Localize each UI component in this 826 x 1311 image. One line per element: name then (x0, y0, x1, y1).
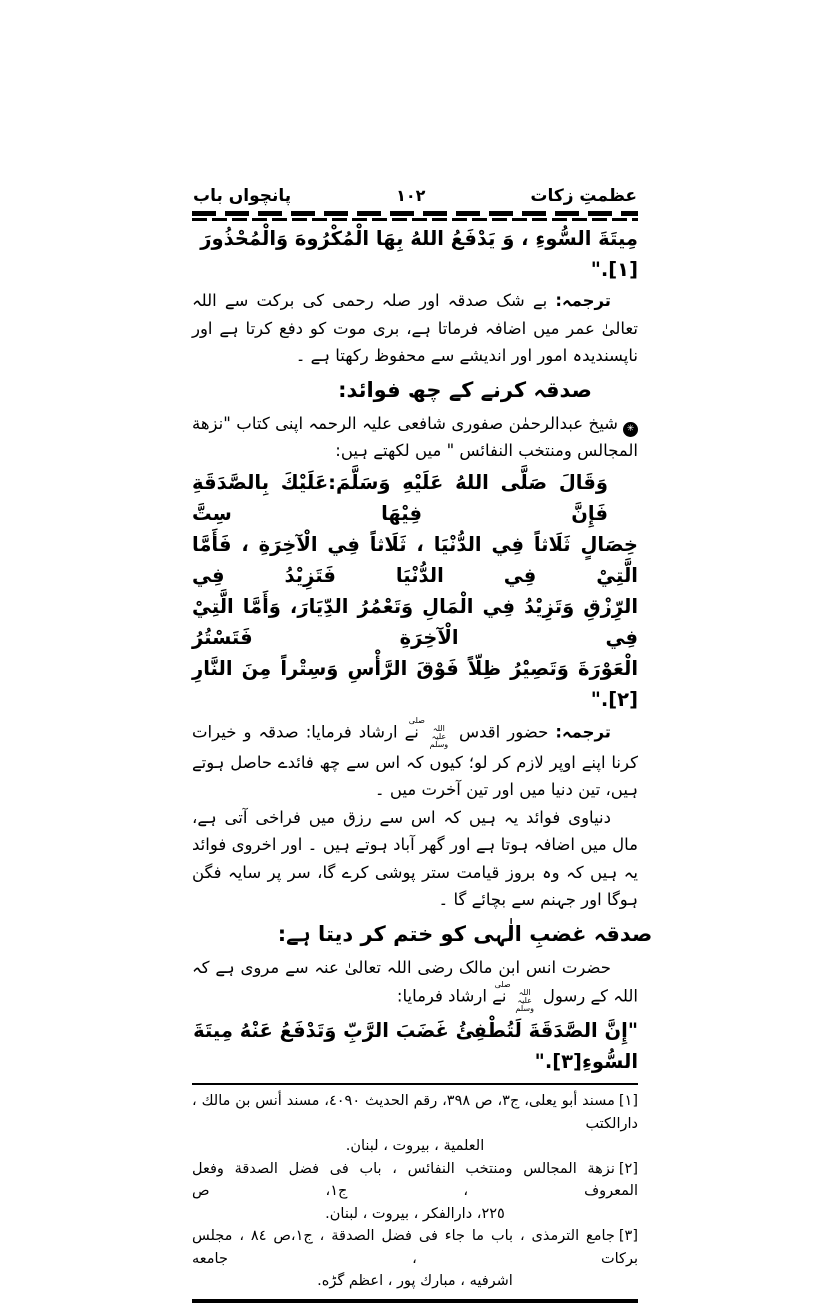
translation-paragraph-1 (192, 287, 638, 370)
arabic-quote-2 (192, 467, 638, 715)
header-divider (192, 211, 638, 221)
footnote-3-marker: [٣] (618, 1228, 639, 1244)
arabic-quote-3 (192, 1015, 638, 1077)
footnote-ref-2: ".[۲] (590, 687, 638, 711)
sheikh-paragraph (192, 410, 638, 465)
footnote-1 (192, 1090, 638, 1158)
arabic-quote-2-line-4-text: الْعَوْرَةَ وَتَصِيْرُ ظِلّاً فَوْقَ الرَّأْسِ وَسِتْراً مِنَ النَّارِ (192, 656, 638, 680)
footnote-3 (192, 1225, 638, 1293)
footnote-2-line-2: ٢٢٥، دارالفكر ، بيروت ، لبنان. (325, 1205, 505, 1222)
translation-paragraph-2 (192, 717, 638, 804)
rub-el-hizb-ornament-icon: ✳ (623, 422, 638, 437)
narration-paragraph (192, 954, 638, 1014)
tarjuma-label-2: ترجمہ: (555, 722, 611, 741)
arabic-quote-2-line-1: وَقَالَ صَلَّى اللهُ عَلَيْهِ وَسَلَّمَ:عَلَيْكَ بِالصَّدَقَةِ فَإِنَّ فِيْهَا سِتَّ (192, 470, 608, 525)
salutation-honorific-2: صلی اللہ علیہ وسلم (494, 980, 534, 1013)
book-page (192, 184, 653, 1311)
header-divider-thin-dashes (192, 218, 638, 221)
section-heading-divine-wrath: صدقہ غضبِ الٰہی کو ختم کر دیتا ہے: (277, 921, 653, 946)
translation-paragraph-2-post: نے ارشاد فرمایا: صدقہ و خیرات کرنا اپنے اوپر لازم کر لو؛ کیوں کہ اس سے چھ فائدے حاصل ہوتے ہیں، تین دنیا میں اور تین آخرت میں ۔ (192, 722, 638, 799)
page-number: ۱۰۲ (396, 186, 426, 205)
footnote-3-line-1 (192, 1225, 638, 1270)
tarjuma-label: ترجمہ: (555, 291, 611, 310)
arabic-quote-1 (192, 223, 638, 285)
chapter-title: پانچواں باب (193, 186, 292, 206)
arabic-quote-2-line-2: خِصَالٍ ثَلَاثاً فِي الدُّنْيَا ، ثَلَاثاً فِي الْآخِرَةِ ، فَأَمَّا الَّتِيْ فِي الدُّنْيَا فَتَزِيْدُ فِي (192, 532, 638, 587)
footnote-2 (192, 1158, 638, 1226)
footnote-3-text: جامع الترمذى ، باب ما جاء فى فضل الصدقة ، ج١،ص ٨٤ ، مجلس بركات ، جامعه (192, 1228, 638, 1267)
footnote-ref-1: ".[۱] (590, 258, 638, 281)
footnote-1-marker: [١] (618, 1093, 638, 1109)
footnote-ref-3: ".[۳] (534, 1050, 582, 1073)
salutation-honorific: صلی اللہ علیہ وسلم (408, 715, 449, 749)
benefits-paragraph: دنیاوی فوائد یہ ہیں کہ اس سے رزق میں فراخی آتی ہے، مال میں اضافہ ہوتا ہے اور گھر آباد ہوتے ہیں ۔ اور اخروی فوائد یہ ہیں کہ وہ بروز قیامت ستر پوشی کرے گا، سر پر سایہ فگن ہوگا اور جہنم سے بچائے گا ۔ (192, 807, 638, 909)
footnote-block (192, 1090, 638, 1293)
section-heading-six-benefits: صدقہ کرنے کے چھ فوائد: (338, 377, 592, 402)
footnote-3-line-2: اشرفيه ، مبارك پور ، اعظم گڑه. (317, 1273, 513, 1289)
translation-paragraph-2-pre: حضور اقدس (451, 722, 556, 741)
footnote-2-text: نزهة المجالس ومنتخب النفائس ، باب فى فضل الصدقة وفعل المعروف ، ج١، ص (192, 1160, 638, 1199)
arabic-quote-2-line-4 (192, 653, 638, 715)
page-bottom-rule (192, 1299, 638, 1303)
narration-paragraph-post: نے ارشاد فرمایا: (396, 986, 512, 1006)
footnote-1-line-1 (192, 1090, 638, 1135)
footnote-divider (192, 1083, 638, 1085)
footnote-1-line-2: العلمية ، بيروت ، لبنان. (345, 1138, 485, 1154)
footnote-2-line-1 (192, 1158, 638, 1203)
sheikh-paragraph-text: شیخ عبدالرحمٰن صفوری شافعی علیہ الرحمہ اپنی کتاب "نزهة المجالس ومنتخب النفائس " میں لکھتے ہیں: (192, 413, 638, 460)
narration-paragraph-pre: حضرت انس ابن مالک رضی اللہ تعالیٰ عنہ سے مروی ہے کہ اللہ کے رسول (192, 957, 638, 1006)
arabic-quote-3-text: "إِنَّ الصَّدَقَةَ لَتُطْفِئُ غَضَبَ الرَّبِّ وَتَدْفَعُ عَنْهُ مِيتَةَ السُّوءِ (193, 1019, 638, 1073)
header-divider-dashes (192, 211, 638, 216)
arabic-quote-1-text: مِيتَةَ السُّوءِ ، وَ يَدْفَعُ اللهُ بِهَا الْمُكْرُوهَ وَالْمُحْذُورَ (200, 227, 638, 250)
footnote-1-text: مسند أبو يعلى، ج٣، ص ٣٩٨، رقم الحديث ٤٠٩٠، مسند أنس بن مالك ، دارالكتب (192, 1093, 638, 1132)
arabic-quote-2-line-3: الرِّزْقِ وَتَزِيْدُ فِي الْمَالِ وَتَعْمُرُ الدِّيَارَ، وَأَمَّا الَّتِيْ فِي الْآخِرَةِ فَتَسْتُرُ (192, 594, 638, 649)
translation-paragraph-1-text: بے شک صدقہ اور صلہ رحمی کی برکت سے اللہ تعالیٰ عمر میں اضافہ فرماتا ہے، بری موت کو دفع کرتا ہے اور ناپسندیدہ امور اور اندیشے سے محفوظ رکھتا ہے ۔ (192, 291, 638, 365)
page-header (192, 184, 638, 208)
footnote-2-marker: [٢] (618, 1160, 638, 1177)
book-title: عظمتِ زکات (530, 186, 637, 206)
